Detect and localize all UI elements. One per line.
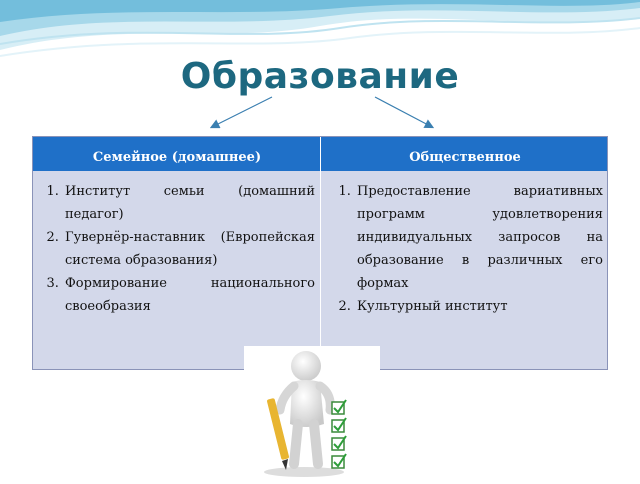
list-item: 1. Институт семьи (домашний педагог) — [63, 180, 315, 226]
list-item: 2. Культурный институт — [355, 295, 603, 318]
family-column — [35, 173, 315, 369]
column-divider — [320, 137, 321, 369]
list-item: 2. Гувернёр-наставник (Европейская система образования) — [63, 226, 315, 272]
public-column — [327, 173, 603, 369]
person-checklist-illustration — [244, 346, 380, 480]
header-family: Семейное (домашнее) — [92, 150, 262, 165]
arrow-left — [212, 97, 272, 127]
list-item: 3. Формирование национального своеобразия — [63, 272, 315, 318]
family-list — [35, 180, 315, 318]
header-public: Общественное — [409, 150, 521, 165]
arrow-right — [375, 97, 432, 127]
education-table — [32, 136, 608, 370]
slide-title: Образование — [180, 56, 460, 97]
person-with-pencil-checklist-icon — [244, 346, 380, 480]
branch-arrows — [0, 0, 640, 140]
list-item: 1. Предоставление вариативных программ удовлетворения индивидуальных запросов на образование в различных его формах — [355, 180, 603, 295]
public-list — [327, 180, 603, 318]
